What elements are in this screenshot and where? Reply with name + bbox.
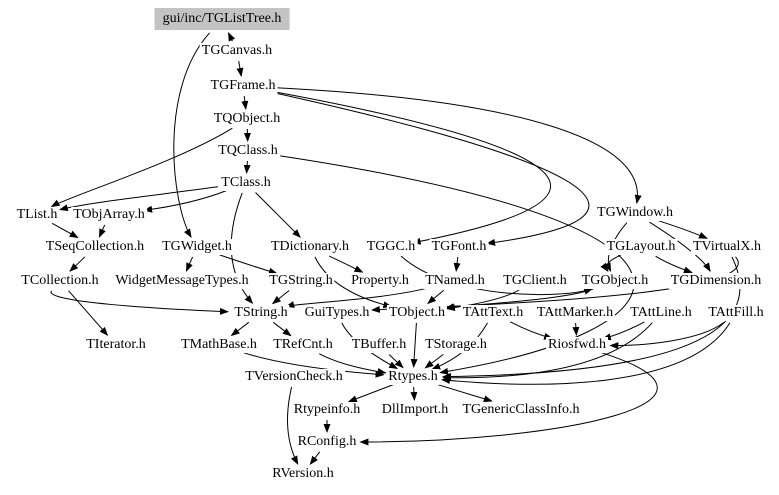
graph-node-tnamed[interactable]: TNamed.h [425, 273, 485, 288]
graph-edge-tattmarker-riosfwd [576, 323, 577, 335]
graph-edge-tgfont-tnamed [456, 257, 458, 271]
graph-edge-tgwindow-tvirtualx [658, 221, 707, 239]
graph-node-tgframe[interactable]: TGFrame.h [210, 78, 276, 93]
graph-node-tcollection[interactable]: TCollection.h [21, 273, 99, 288]
graph-edge-tnamed-tobject [428, 290, 444, 303]
graph-edge-tgwidget-widgetmessagetypes [186, 257, 192, 271]
graph-node-tstorage[interactable]: TStorage.h [425, 337, 487, 352]
graph-node-rversion[interactable]: RVersion.h [272, 466, 334, 481]
graph-node-tversioncheck[interactable]: TVersionCheck.h [245, 369, 343, 384]
graph-edge-tgwidget-tgstring [220, 255, 277, 274]
graph-node-riosfwd[interactable]: Riosfwd.h [548, 337, 606, 352]
graph-edge-tobject-rtypes [414, 323, 417, 367]
graph-edge-tcollection-titerator [69, 291, 108, 335]
graph-node-tbuffer[interactable]: TBuffer.h [351, 337, 407, 352]
graph-edge-tgframe-tggc [271, 91, 550, 243]
graph-node-dllimport[interactable]: DllImport.h [381, 402, 449, 417]
graph-edge-tlist-tseqcollection [52, 223, 78, 237]
graph-node-tgcanvas[interactable]: TGCanvas.h [201, 43, 273, 58]
graph-node-tattline[interactable]: TAttLine.h [630, 305, 692, 320]
graph-node-tdictionary[interactable]: TDictionary.h [270, 239, 350, 254]
graph-node-tgobject[interactable]: TGObject.h [581, 273, 649, 288]
graph-node-tobject[interactable]: TObject.h [388, 305, 446, 320]
graph-edge-tgframe-tgfont [270, 92, 589, 244]
graph-node-tgdimension[interactable]: TGDimension.h [670, 273, 762, 288]
graph-edge-tglisttree-tgwidget [174, 33, 210, 237]
graph-edge-tatttext-riosfwd [510, 322, 552, 339]
graph-node-tgclient[interactable]: TGClient.h [503, 273, 567, 288]
graph-edge-tqobject-tlist [52, 128, 233, 206]
graph-node-tmathbase[interactable]: TMathBase.h [181, 337, 257, 352]
graph-node-tgfont[interactable]: TGFont.h [431, 239, 487, 254]
graph-edge-rtypes-tgenericclassinfo [435, 384, 492, 401]
graph-edge-tgstring-tstring [273, 291, 290, 304]
graph-node-tstring[interactable]: TString.h [234, 305, 288, 320]
graph-edge-tseqcollection-tcollection [70, 257, 85, 271]
graph-edge-tversioncheck-rversion [287, 387, 297, 464]
graph-edge-tqclass-tclass [247, 161, 248, 173]
graph-node-rtypes[interactable]: Rtypes.h [388, 369, 438, 384]
graph-node-tqobject[interactable]: TQObject.h [213, 111, 281, 126]
graph-node-tobjarray[interactable]: TObjArray.h [73, 207, 145, 222]
graph-node-tgwindow[interactable]: TGWindow.h [597, 205, 673, 220]
graph-edge-tgcanvas-tglisttree [229, 33, 233, 41]
graph-node-property[interactable]: Property.h [351, 273, 409, 288]
graph-node-rtypeinfo[interactable]: Rtypeinfo.h [293, 402, 361, 417]
graph-node-tqclass[interactable]: TQClass.h [218, 143, 278, 158]
graph-edge-tclass-tdictionary [256, 193, 301, 238]
graph-node-tglayout[interactable]: TGLayout.h [606, 239, 676, 254]
graph-edge-tgframe-tgwindow [276, 88, 638, 203]
graph-edge-tstring-trefcnt [273, 322, 291, 335]
graph-node-tattmarker[interactable]: TAttMarker.h [536, 305, 614, 320]
graph-edge-rtypes-rtypeinfo [349, 385, 394, 402]
graph-edge-tclass-tobjarray [144, 191, 226, 211]
graph-node-tgenericclassinfo[interactable]: TGenericClassInfo.h [462, 402, 580, 417]
graph-node-tattfill[interactable]: TAttFill.h [708, 305, 764, 320]
graph-node-widgetmessagetypes[interactable]: WidgetMessageTypes.h [115, 273, 249, 288]
graph-edge-riosfwd-rconfig [360, 352, 657, 442]
graph-edge-tobjarray-tseqcollection [99, 225, 104, 237]
graph-edge-rtypes-dllimport [414, 387, 415, 400]
graph-node-tatttext[interactable]: TAttText.h [462, 305, 524, 320]
graph-node-guitypes[interactable]: GuiTypes.h [304, 305, 370, 320]
graph-node-tglisttree: gui/inc/TGListTree.h [155, 8, 290, 30]
graph-edge-tnamed-tstring [286, 287, 431, 306]
graph-edge-tstring-tmathbase [232, 322, 249, 335]
graph-edge-tglayout-tgdimension [656, 256, 692, 272]
graph-edge-tgframe-tqobject [244, 96, 246, 109]
graph-node-rconfig[interactable]: RConfig.h [297, 434, 357, 449]
graph-edge-tdictionary-property [329, 256, 362, 272]
graph-edge-tgcanvas-tgframe [239, 61, 242, 76]
graph-node-tgwidget[interactable]: TGWidget.h [162, 239, 232, 254]
graph-node-tclass[interactable]: TClass.h [221, 175, 271, 190]
graph-node-trefcnt[interactable]: TRefCnt.h [273, 337, 333, 352]
graph-node-tggc[interactable]: TGGC.h [366, 239, 416, 254]
graph-edge-rconfig-rversion [310, 452, 319, 464]
graph-node-tvirtualx[interactable]: TVirtualX.h [693, 239, 761, 254]
graph-edge-tattfill-riosfwd [610, 322, 724, 345]
graph-node-titerator[interactable]: TIterator.h [86, 337, 146, 352]
graph-node-tseqcollection[interactable]: TSeqCollection.h [45, 239, 145, 254]
graph-node-tgstring[interactable]: TGString.h [269, 273, 333, 288]
graph-node-tlist[interactable]: TList.h [16, 207, 58, 222]
